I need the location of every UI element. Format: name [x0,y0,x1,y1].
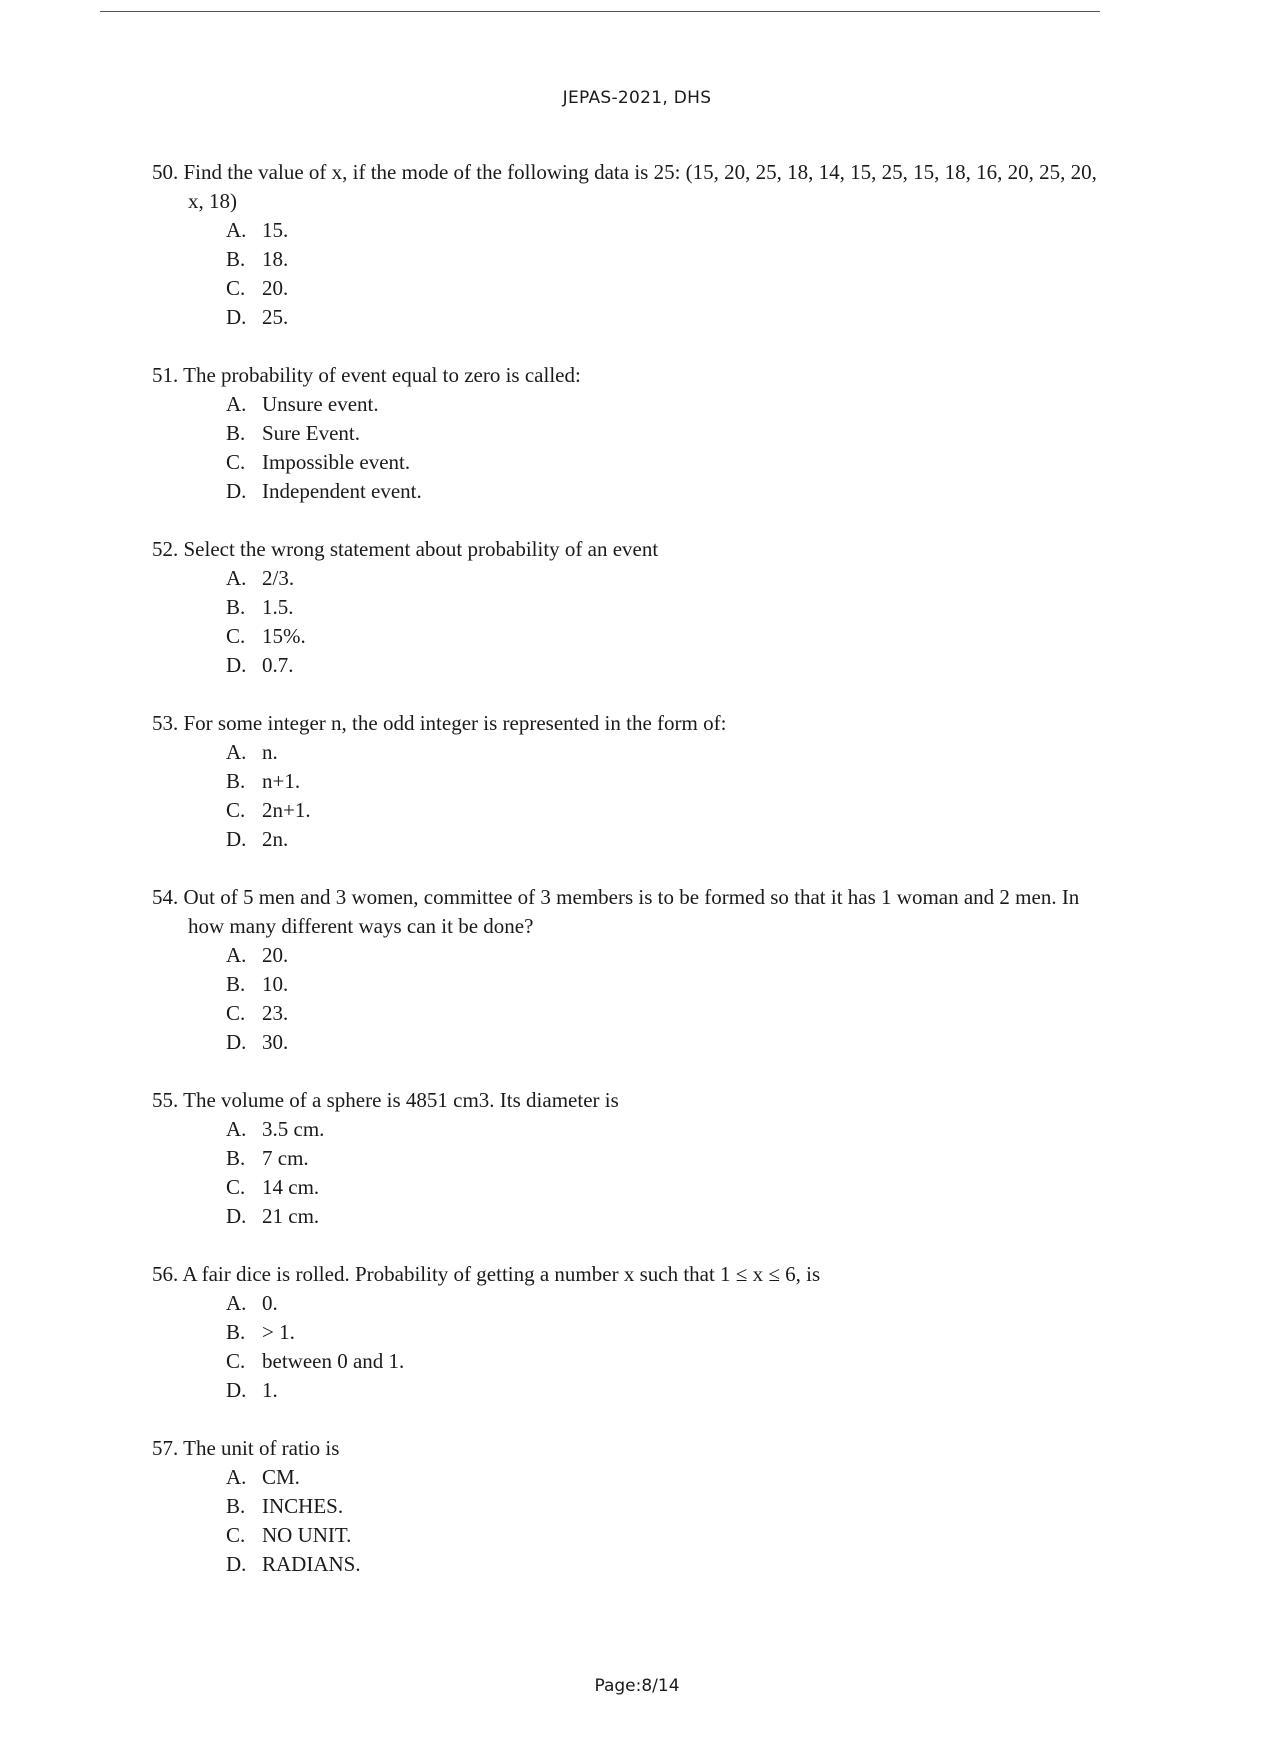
option-text: 20. [262,943,289,967]
question-text: The unit of ratio is [183,1436,340,1460]
question-text: The volume of a sphere is 4851 cm3. Its diameter is [183,1088,619,1112]
option-a [226,390,1112,419]
option-list [152,216,1112,332]
option-c [226,448,1112,477]
option-list [152,1463,1112,1579]
option-list [152,738,1112,854]
question-50 [152,158,1112,332]
option-letter: B. [226,972,246,996]
option-text: 2n+1. [262,798,311,822]
option-letter: C. [226,1349,246,1373]
question-text: A fair dice is rolled. Probability of getting a number x such that 1 ≤ x ≤ 6, is [182,1262,821,1286]
option-letter: A. [226,943,247,967]
option-text: Impossible event. [262,450,411,474]
option-d [226,1376,1112,1405]
question-number: 53. [152,711,179,735]
option-letter: A. [226,392,247,416]
option-text: between 0 and 1. [262,1349,405,1373]
option-text: INCHES. [262,1494,344,1518]
question-stem [152,361,1112,390]
page-number: Page:8/14 [594,1676,680,1696]
option-d [226,1550,1112,1579]
option-text: 0. [262,1291,278,1315]
option-b [226,1144,1112,1173]
option-d [226,477,1112,506]
option-text: 2n. [262,827,289,851]
option-letter: B. [226,769,246,793]
option-letter: B. [226,421,246,445]
option-letter: A. [226,1291,247,1315]
question-number: 57. [152,1436,179,1460]
question-number: 52. [152,537,179,561]
option-text: 3.5 cm. [262,1117,325,1141]
option-a [226,1289,1112,1318]
option-a [226,1463,1112,1492]
option-b [226,593,1112,622]
option-a [226,738,1112,767]
option-text: 20. [262,276,289,300]
option-d [226,651,1112,680]
option-c [226,1173,1112,1202]
question-list [152,158,1112,1608]
option-text: 10. [262,972,289,996]
option-text: 14 cm. [262,1175,320,1199]
option-text: RADIANS. [262,1552,361,1576]
option-text: 2/3. [262,566,295,590]
option-text: Independent event. [262,479,422,503]
option-text: n. [262,740,278,764]
option-text: 21 cm. [262,1204,320,1228]
option-list [152,1289,1112,1405]
option-text: 30. [262,1030,289,1054]
question-stem [152,1086,1112,1115]
option-d [226,825,1112,854]
option-letter: B. [226,1320,246,1344]
option-list [152,564,1112,680]
option-letter: A. [226,1117,247,1141]
option-b [226,419,1112,448]
option-text: Sure Event. [262,421,360,445]
option-letter: B. [226,1146,246,1170]
option-text: NO UNIT. [262,1523,352,1547]
question-stem [152,1260,1112,1289]
option-c [226,274,1112,303]
question-56 [152,1260,1112,1405]
option-letter: D. [226,1204,247,1228]
question-54 [152,883,1112,1057]
option-letter: C. [226,798,246,822]
option-letter: A. [226,1465,247,1489]
option-text: n+1. [262,769,301,793]
option-letter: D. [226,1030,247,1054]
option-text: 7 cm. [262,1146,309,1170]
option-b [226,1318,1112,1347]
option-letter: C. [226,276,246,300]
option-list [152,390,1112,506]
option-b [226,767,1112,796]
option-text: Unsure event. [262,392,379,416]
option-letter: D. [226,305,247,329]
option-letter: D. [226,653,247,677]
option-letter: B. [226,595,246,619]
option-list [152,1115,1112,1231]
question-52 [152,535,1112,680]
question-stem [152,158,1112,216]
question-text: Find the value of x, if the mode of the following data is 25: (15, 20, 25, 18, 14, 15, 25, 15, 18, 16, 20, 25, 20, x, 18) [183,160,1097,213]
option-text: 25. [262,305,289,329]
question-57 [152,1434,1112,1579]
question-stem [152,1434,1112,1463]
option-b [226,970,1112,999]
top-rule [100,11,1100,12]
question-text: For some integer n, the odd integer is represented in the form of: [183,711,727,735]
question-53 [152,709,1112,854]
option-letter: D. [226,1552,247,1576]
question-number: 56. [152,1262,179,1286]
option-b [226,1492,1112,1521]
question-text: Out of 5 men and 3 women, committee of 3 members is to be formed so that it has 1 woman and 2 men. In how many different ways can it be done? [183,885,1080,938]
question-number: 50. [152,160,179,184]
question-text: The probability of event equal to zero is called: [183,363,581,387]
question-number: 55. [152,1088,179,1112]
option-letter: B. [226,247,246,271]
option-text: 1. [262,1378,278,1402]
option-text: 1.5. [262,595,294,619]
option-letter: D. [226,479,247,503]
option-b [226,245,1112,274]
option-letter: B. [226,1494,246,1518]
option-c [226,796,1112,825]
option-letter: C. [226,450,246,474]
option-a [226,1115,1112,1144]
option-list [152,941,1112,1057]
option-c [226,622,1112,651]
question-55 [152,1086,1112,1231]
option-a [226,216,1112,245]
option-letter: D. [226,1378,247,1402]
option-a [226,564,1112,593]
option-text: 23. [262,1001,289,1025]
option-letter: C. [226,1001,246,1025]
option-text: 0.7. [262,653,294,677]
option-letter: D. [226,827,247,851]
option-letter: A. [226,740,247,764]
option-letter: C. [226,1175,246,1199]
option-c [226,999,1112,1028]
option-d [226,303,1112,332]
option-letter: A. [226,566,247,590]
option-a [226,941,1112,970]
option-text: 15%. [262,624,306,648]
option-text: 18. [262,247,289,271]
option-text: 15. [262,218,289,242]
option-d [226,1028,1112,1057]
option-c [226,1347,1112,1376]
question-stem [152,709,1112,738]
option-letter: C. [226,624,246,648]
option-d [226,1202,1112,1231]
option-letter: A. [226,218,247,242]
page-header: JEPAS-2021, DHS [562,88,712,108]
question-51 [152,361,1112,506]
question-stem [152,535,1112,564]
option-text: CM. [262,1465,300,1489]
option-letter: C. [226,1523,246,1547]
question-text: Select the wrong statement about probability of an event [183,537,659,561]
option-c [226,1521,1112,1550]
question-number: 51. [152,363,179,387]
question-stem [152,883,1112,941]
question-number: 54. [152,885,179,909]
option-text: > 1. [262,1320,295,1344]
